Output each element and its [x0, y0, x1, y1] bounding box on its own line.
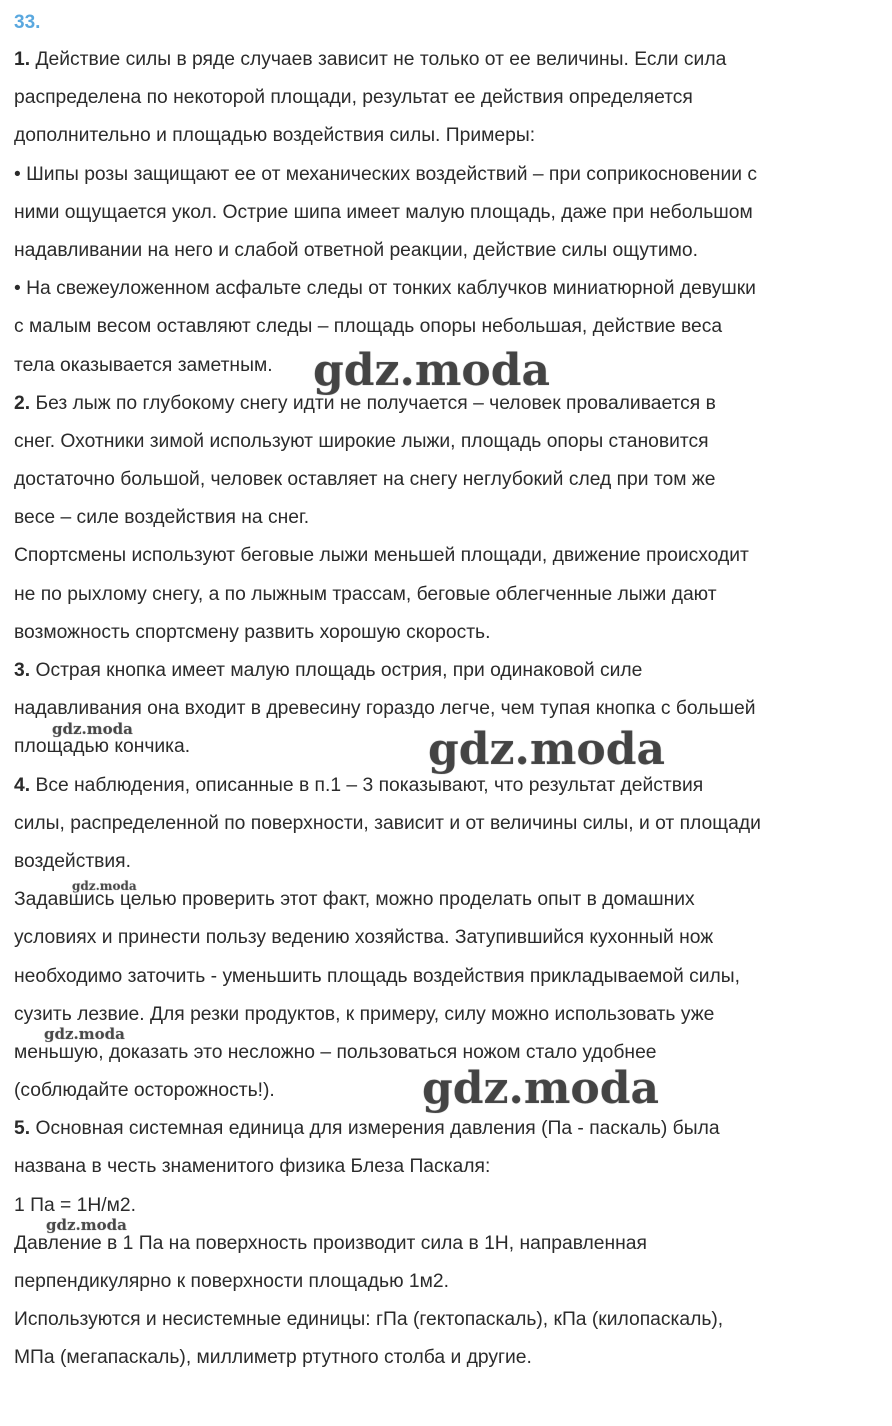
line-text: перпендикулярно к поверхности площадью 1м2. [14, 1271, 449, 1292]
watermark: gdz.moda [46, 1216, 127, 1234]
text-line [14, 690, 886, 728]
watermark: gdz.moda [422, 1063, 660, 1114]
item-number: 1. [14, 49, 31, 70]
text-line [14, 194, 886, 232]
line-text: условиях и принести пользу ведению хозяйства. Затупившийся кухонный нож [14, 927, 714, 949]
text-line [14, 805, 886, 843]
line-text: • Шипы розы защищают ее от механических воздействий – при соприкосновении с [14, 163, 758, 185]
text-line [14, 41, 886, 79]
text-line [14, 117, 886, 155]
line-text: весе – силе воздействия на снег. [14, 507, 310, 529]
text-line [14, 919, 886, 957]
text-line [14, 843, 886, 881]
text-line [14, 79, 886, 117]
line-text: не по рыхлому снегу, а по лыжным трассам, беговые облегченные лыжи дают [14, 583, 717, 605]
watermark: gdz.moda [44, 1025, 125, 1043]
line-text: 1 Па = 1Н/м2. [14, 1194, 136, 1216]
line-text: необходимо заточить - уменьшить площадь воздействия прикладываемой силы, [14, 965, 741, 987]
item-number: 5. [14, 1118, 31, 1140]
text-line [14, 576, 886, 614]
item-number: 2. [14, 392, 31, 414]
line-text: • На свежеуложенном асфальте следы от тонких каблучков миниатюрной девушки [14, 278, 756, 300]
line-text: достаточно большой, человек оставляет на снегу неглубокий след при том же [14, 469, 716, 491]
text-line [14, 958, 886, 996]
line-text: надавливания она входит в древесину гораздо легче, чем тупая кнопка с большей [14, 698, 756, 720]
line-text: тела оказывается заметным. [14, 354, 273, 376]
watermark: gdz.moda [313, 345, 551, 396]
line-text: площадью кончика. [14, 736, 191, 758]
line-text: снег. Охотники зимой используют широкие лыжи, площадь опоры становится [14, 430, 709, 452]
line-text: МПа (мегапаскаль), миллиметр ртутного столба и другие. [14, 1347, 532, 1369]
text-line [14, 1187, 886, 1225]
line-text: распределена по некоторой площади, результат ее действия определяется [14, 87, 693, 109]
line-text: Острая кнопка имеет малую площадь острия, при одинаковой силе [35, 660, 643, 681]
line-text: дополнительно и площадью воздействия силы. Примеры: [14, 125, 536, 147]
line-text: меньшую, доказать это несложно – пользоваться ножом стало удобнее [14, 1041, 657, 1063]
text-line [14, 423, 886, 461]
text-line [14, 881, 886, 919]
line-text: возможность спортсмену развить хорошую скорость. [14, 621, 491, 643]
text-line [14, 652, 886, 690]
line-text: (соблюдайте осторожность!). [14, 1080, 275, 1102]
line-text: Основная системная единица для измерения давления (Па - паскаль) была [35, 1118, 720, 1140]
text-line [14, 996, 886, 1034]
line-text: силы, распределенной по поверхности, зависит и от величины силы, и от площади [14, 812, 761, 834]
text-line [14, 499, 886, 537]
text-line [14, 537, 886, 575]
text-line [14, 308, 886, 346]
item-number: 4. [14, 774, 31, 796]
text-line [14, 1263, 886, 1301]
line-text: с малым весом оставляют следы – площадь опоры небольшая, действие веса [14, 316, 723, 338]
line-text: надавливании на него и слабой ответной реакции, действие силы ощутимо. [14, 239, 698, 261]
line-text: сузить лезвие. Для резки продуктов, к примеру, силу можно использовать уже [14, 1003, 715, 1025]
text-line [14, 461, 886, 499]
line-text: названа в честь знаменитого физика Блеза Паскаля: [14, 1156, 491, 1178]
text-line [14, 1225, 886, 1263]
text-line [14, 1110, 886, 1148]
line-text: Без лыж по глубокому снегу идти не получается – человек проваливается в [35, 392, 716, 414]
text-line [14, 1301, 886, 1339]
answer-text [14, 41, 886, 1378]
line-text: Действие силы в ряде случаев зависит не только от ее величины. Если сила [35, 49, 727, 70]
line-text: воздействия. [14, 850, 131, 872]
text-line [14, 270, 886, 308]
watermark: gdz.moda [72, 879, 137, 893]
item-number: 3. [14, 660, 31, 681]
line-text: ними ощущается укол. Острие шипа имеет малую площадь, даже при небольшом [14, 201, 753, 223]
line-text: Все наблюдения, описанные в п.1 – 3 показывают, что результат действия [35, 774, 704, 796]
line-text: Давление в 1 Па на поверхность производит сила в 1Н, направленная [14, 1232, 647, 1254]
text-line [14, 614, 886, 652]
text-line [14, 1148, 886, 1186]
watermark: gdz.moda [52, 720, 133, 738]
line-text: Используются и несистемные единицы: гПа (гектопаскаль), кПа (килопаскаль), [14, 1309, 724, 1331]
text-line [14, 1339, 886, 1377]
watermark: gdz.moda [428, 724, 666, 775]
text-line [14, 232, 886, 270]
line-text: Спортсмены используют беговые лыжи меньшей площади, движение происходит [14, 545, 749, 567]
text-line [14, 156, 886, 194]
line-text: Задавшись целью проверить этот факт, можно проделать опыт в домашних [14, 889, 695, 911]
task-number: 33. [14, 12, 41, 33]
